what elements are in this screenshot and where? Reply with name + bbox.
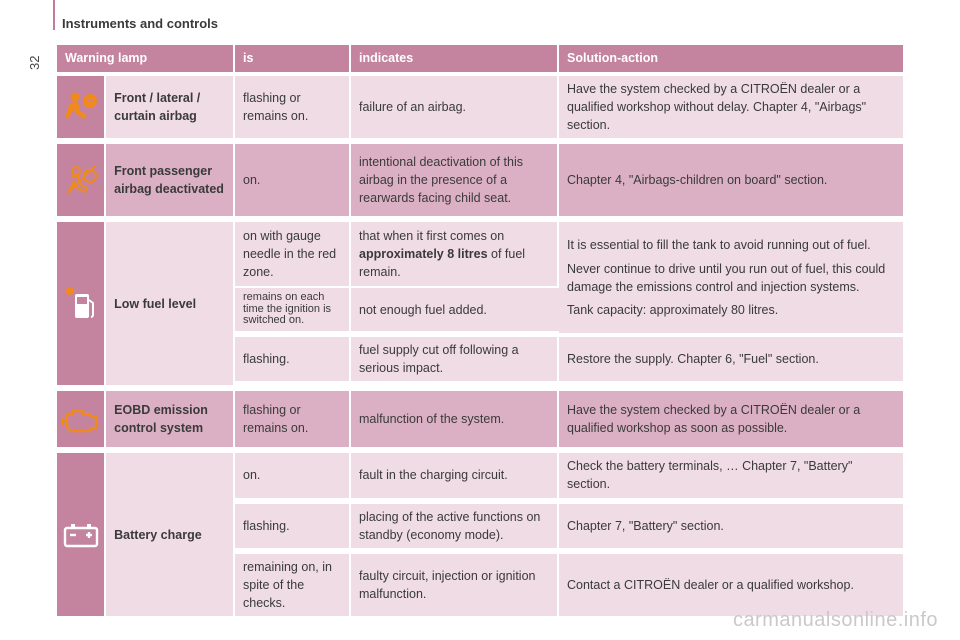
column-header-is: is [235, 45, 351, 72]
eobd-indicates: malfunction of the system. [351, 391, 559, 449]
table-row-passenger-airbag [57, 144, 903, 218]
airbag-indicates: failure of an airbag. [351, 76, 559, 140]
page-title: Instruments and controls [62, 16, 219, 31]
column-header-warning-lamp: Warning lamp [57, 45, 235, 72]
fuel-r1-ind-post: of fuel remain. [359, 247, 526, 280]
battery-r1-is: on. [235, 453, 351, 499]
passenger-airbag-action: Chapter 4, "Airbags-children on board" section. [559, 144, 903, 218]
fuel-r1-is: on with gauge needle in the red zone. [235, 222, 351, 288]
battery-r2-action: Chapter 7, "Battery" section. [559, 504, 903, 550]
column-header-solution-action: Solution-action [559, 45, 903, 72]
battery-lamp-name: Battery charge [106, 453, 235, 618]
passenger-airbag-is: on. [235, 144, 351, 218]
battery-r1-action: Check the battery terminals, … Chapter 7, "Battery" section. [559, 453, 903, 499]
eobd-is: flashing or remains on. [235, 391, 351, 449]
battery-r3-indicates: faulty circuit, injection or ignition malfunction. [351, 554, 559, 618]
airbag-is: flashing or remains on. [235, 76, 351, 140]
column-header-indicates: indicates [351, 45, 559, 72]
fuel-r1-ind-bold: approximately 8 litres [359, 247, 488, 262]
airbag-lamp-name: Front / lateral / curtain airbag [106, 76, 235, 140]
header-accent-bar [53, 0, 55, 30]
watermark: carmanualsonline.info [732, 609, 938, 631]
battery-r1-indicates: fault in the charging circuit. [351, 453, 559, 499]
fuel-r3-indicates: fuel supply cut off following a serious impact. [351, 337, 559, 383]
fuel-action-p1: It is essential to fill the tank to avoid running out of fuel. [567, 238, 871, 253]
warning-lamp-table [57, 45, 903, 618]
eobd-action: Have the system checked by a CITROËN dealer or a qualified workshop as soon as possible. [559, 391, 903, 449]
table-header-row [57, 45, 903, 72]
battery-r3-is: remaining on, in spite of the checks. [235, 554, 351, 618]
battery-icon [57, 453, 106, 618]
table-row-eobd [57, 391, 903, 449]
fuel-action-p2: Never continue to drive until you run out of fuel, this could damage the emissions control and injection systems. [567, 261, 886, 294]
airbag-icon [57, 76, 106, 140]
page-number: 32 [27, 55, 42, 70]
passenger-airbag-off-icon [57, 144, 106, 218]
battery-r3-action: Contact a CITROËN dealer or a qualified workshop. [559, 554, 903, 618]
table-row-battery-1 [57, 453, 903, 499]
fuel-action [559, 222, 903, 337]
table-row-airbag [57, 76, 903, 140]
fuel-r1-ind-pre: that when it first comes on [359, 229, 505, 244]
table-row-fuel-1 [57, 222, 903, 288]
fuel-r2-is: remains on each time the ignition is switched on. [235, 288, 351, 333]
engine-icon [57, 391, 106, 449]
fuel-pump-icon [57, 222, 106, 387]
fuel-r3-is: flashing. [235, 337, 351, 383]
passenger-airbag-lamp-name: Front passenger airbag deactivated [106, 144, 235, 218]
fuel-lamp-name: Low fuel level [106, 222, 235, 387]
airbag-action: Have the system checked by a CITROËN dealer or a qualified workshop without delay. Chapter 4, "Airbags" section. [559, 76, 903, 140]
fuel-r3-action: Restore the supply. Chapter 6, "Fuel" section. [559, 337, 903, 383]
fuel-action-p3: Tank capacity: approximately 80 litres. [567, 302, 779, 317]
battery-r2-is: flashing. [235, 504, 351, 550]
fuel-r1-indicates [351, 222, 559, 288]
eobd-lamp-name: EOBD emission control system [106, 391, 235, 449]
battery-r2-indicates: placing of the active functions on standby (economy mode). [351, 504, 559, 550]
fuel-r2-indicates: not enough fuel added. [351, 288, 559, 333]
passenger-airbag-indicates: intentional deactivation of this airbag in the presence of a rearwards facing child seat. [351, 144, 559, 218]
